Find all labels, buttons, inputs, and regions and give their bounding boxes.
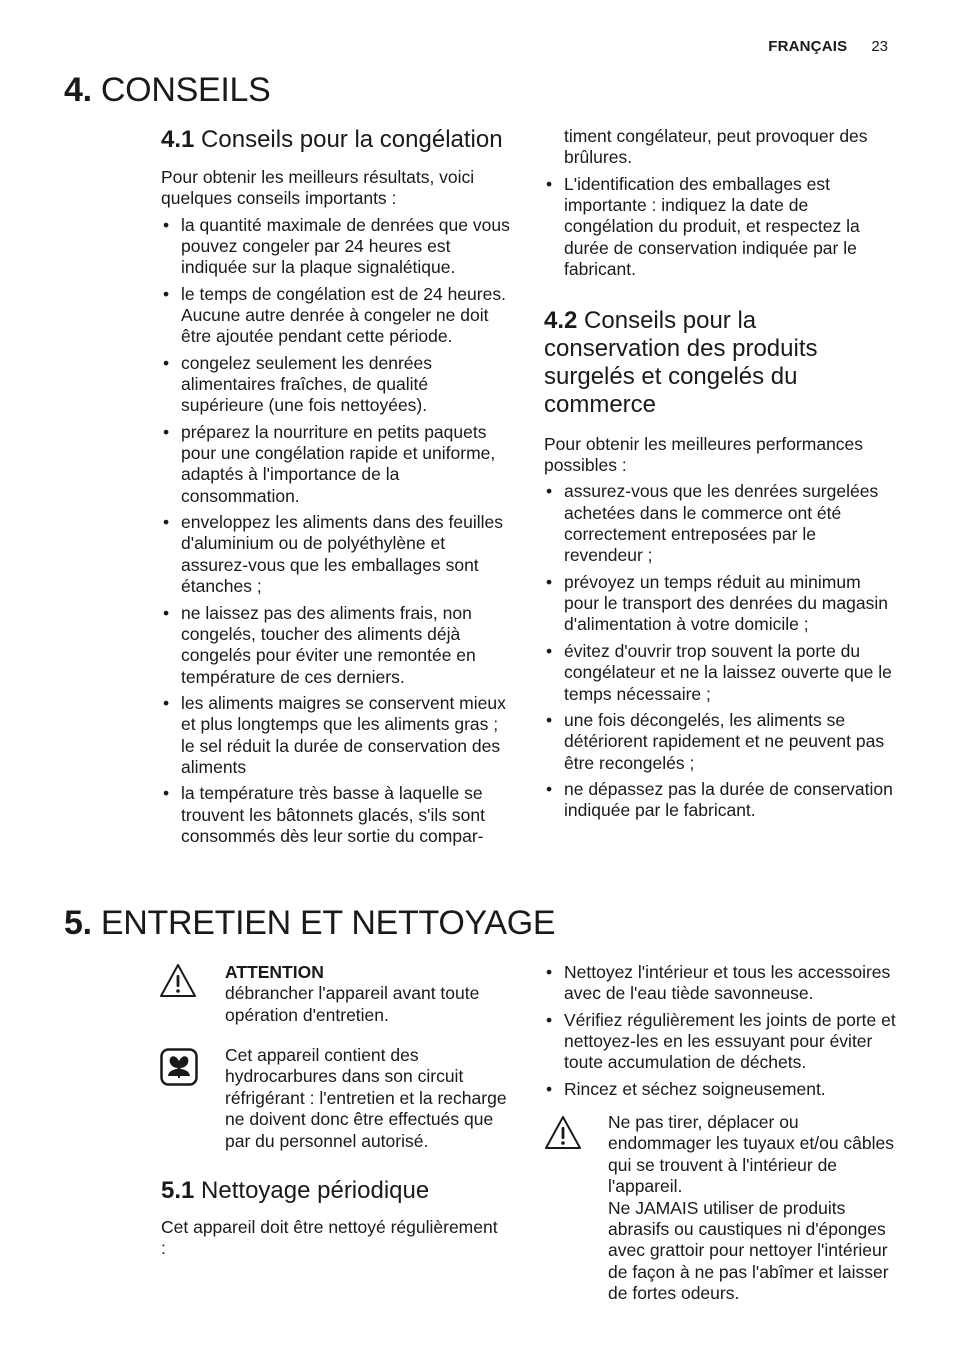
warning-text-2: Ne JAMAIS utiliser de produits abrasifs ou caustiques ni d'éponges avec grattoir pour nettoyer l'intérieur de façon à ne pas l'abîmer et laisser de fortes odeurs. bbox=[608, 1197, 889, 1304]
list-item: • L'identification des emballages est importante : indiquez la date de congélation du produit, et respectez la durée de conservation indiquée par le fabricant. bbox=[544, 174, 896, 281]
warning-notice bbox=[608, 1112, 898, 1305]
list-item: • ne dépassez pas la durée de conservation indiquée par le fabricant. bbox=[544, 779, 896, 822]
section-4-2-intro: Pour obtenir les meilleures performances possibles : bbox=[544, 433, 864, 476]
list-item: • le temps de congélation est de 24 heures. Aucune autre denrée à congeler ne doit être ajoutée pendant cette période. bbox=[161, 284, 513, 348]
list-item: • enveloppez les aliments dans des feuilles d'aluminium ou de polyéthylène et assurez-vous que les emballages sont étanches ; bbox=[161, 512, 513, 598]
list-item: • prévoyez un temps réduit au minimum pour le transport des denrées du magasin d'alimentation à votre domicile ; bbox=[544, 572, 896, 636]
list-item-continuation: timent congélateur, peut provoquer des brûlures. bbox=[564, 126, 868, 168]
plant-environment-icon bbox=[160, 1048, 198, 1091]
section-4-right-column bbox=[544, 126, 896, 822]
section-4-number: 4. bbox=[64, 71, 92, 109]
section-4-2-list bbox=[544, 481, 896, 821]
section-5-1-list-column bbox=[544, 958, 896, 1100]
section-5-1 bbox=[161, 1177, 501, 1260]
section-4-1-title: Conseils pour la congélation bbox=[201, 126, 503, 153]
warning-triangle-icon bbox=[544, 1115, 582, 1156]
section-4-1-heading bbox=[161, 126, 513, 154]
attention-label: ATTENTION bbox=[225, 962, 324, 982]
list-item: • les aliments maigres se conservent mieux et plus longtemps que les aliments gras ; le sel réduit la durée de conservation des aliments bbox=[161, 693, 513, 779]
section-5-heading bbox=[64, 903, 555, 943]
warning-text-1: Ne pas tirer, déplacer ou endommager les tuyaux et/ou câbles qui se trouvent à l'intérieur de l'appareil. bbox=[608, 1112, 894, 1197]
section-5-1-heading bbox=[161, 1177, 501, 1205]
list-item: • ne laissez pas des aliments frais, non congelés, toucher des aliments déjà congelés pour éviter une remontée en température de ces derniers. bbox=[161, 603, 513, 689]
page-header bbox=[768, 38, 888, 55]
section-5-1-title: Nettoyage périodique bbox=[201, 1177, 430, 1204]
hydrocarbon-notice: Cet appareil contient des hydrocarbures dans son circuit réfrigérant : l'entretien et la recharge ne doivent donc être effectués que par du personnel autorisé. bbox=[225, 1045, 507, 1151]
list-item: • préparez la nourriture en petits paquets pour une congélation rapide et uniforme, adaptés à l'importance de la consommation. bbox=[161, 422, 513, 508]
list-item: • la température très basse à laquelle se trouvent les bâtonnets glacés, s'ils sont consommés dès leur sortie du compar- bbox=[161, 783, 513, 847]
page-number: 23 bbox=[871, 38, 888, 55]
list-item: • évitez d'ouvrir trop souvent la porte du congélateur et ne la laissez ouverte que le temps nécessaire ; bbox=[544, 641, 896, 705]
language-label: FRANÇAIS bbox=[768, 38, 848, 55]
section-5-title: ENTRETIEN ET NETTOYAGE bbox=[100, 904, 556, 942]
section-4-heading bbox=[64, 70, 270, 110]
list-item: • Vérifiez régulièrement les joints de porte et nettoyez-les en les essuyant pour éviter toute accumulation de déchets. bbox=[544, 1010, 896, 1074]
section-5-1-list bbox=[544, 962, 896, 1100]
warning-triangle-icon bbox=[159, 963, 197, 1004]
section-4-1-intro: Pour obtenir les meilleurs résultats, voici quelques conseils importants : bbox=[161, 167, 475, 209]
list-item: • une fois décongelés, les aliments se détériorent rapidement et ne peuvent pas être recongelés ; bbox=[544, 710, 896, 774]
section-4-1-list-continued bbox=[544, 174, 896, 281]
list-item: • Rincez et séchez soigneusement. bbox=[544, 1079, 896, 1100]
section-5-number: 5. bbox=[64, 904, 92, 942]
section-4-1 bbox=[161, 126, 513, 848]
section-4-2-title: Conseils pour la conservation des produits surgelés et congelés du commerce bbox=[544, 306, 818, 418]
section-4-title: CONSEILS bbox=[100, 71, 271, 109]
attention-text: débrancher l'appareil avant toute opération d'entretien. bbox=[225, 983, 480, 1025]
list-item: • congelez seulement les denrées alimentaires fraîches, de qualité supérieure (une fois nettoyées). bbox=[161, 353, 513, 417]
section-5-1-intro: Cet appareil doit être nettoyé régulièrement : bbox=[161, 1217, 498, 1259]
section-4-2-heading bbox=[544, 307, 896, 419]
attention-notice bbox=[225, 962, 515, 1026]
section-4-2-number: 4.2 bbox=[544, 306, 578, 334]
section-4-1-number: 4.1 bbox=[161, 126, 195, 153]
section-5-1-number: 5.1 bbox=[161, 1177, 195, 1204]
section-4-1-list bbox=[161, 215, 513, 848]
list-item: • Nettoyez l'intérieur et tous les accessoires avec de l'eau tiède savonneuse. bbox=[544, 962, 896, 1005]
list-item: • la quantité maximale de denrées que vous pouvez congeler par 24 heures est indiquée sur la plaque signalétique. bbox=[161, 215, 513, 279]
list-item: • assurez-vous que les denrées surgelées achetées dans le commerce ont été correctement entreposées par le revendeur ; bbox=[544, 481, 896, 567]
